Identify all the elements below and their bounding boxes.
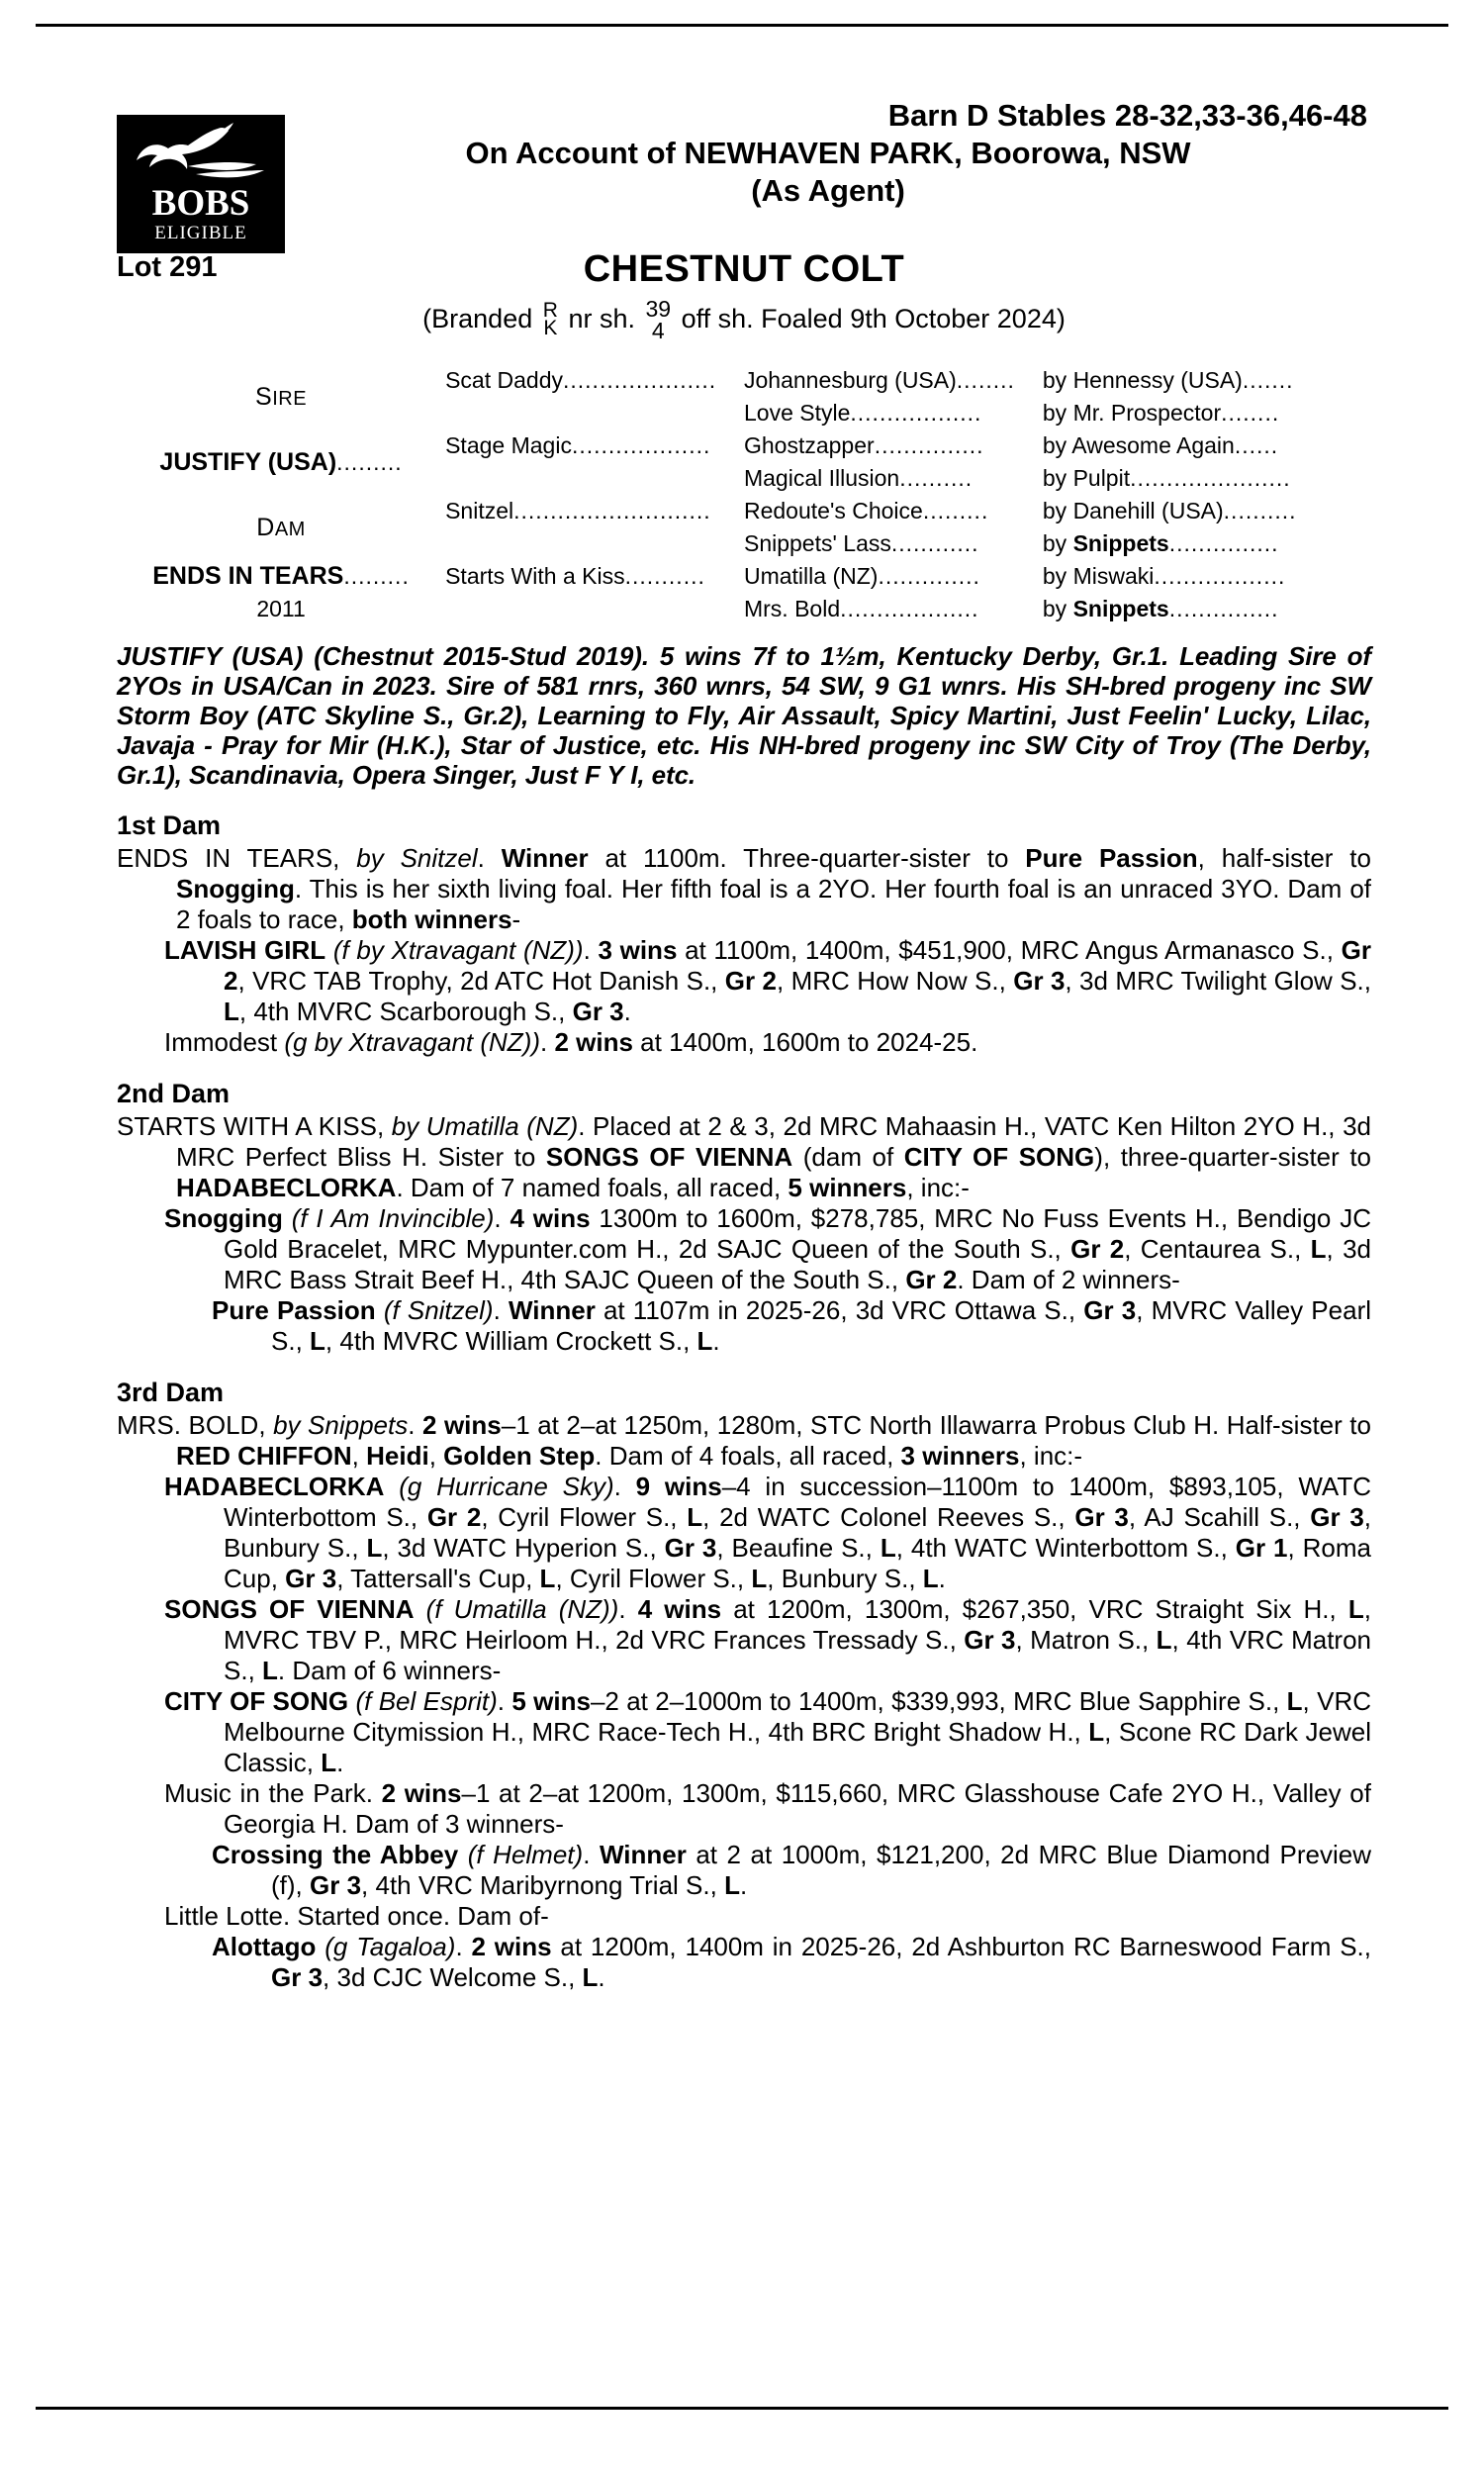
pedigree-gp3 <box>445 495 744 527</box>
page-content <box>117 97 1371 1993</box>
first-dam-heading: 1st Dam <box>117 810 222 840</box>
pedigree-table <box>117 364 1371 625</box>
pedigree-row <box>117 429 1371 462</box>
pedigree-gp1b <box>445 397 744 429</box>
brand-mark-number <box>645 298 671 341</box>
barn-stables-line: Barn D Stables 28-32,33-36,46-48 <box>887 98 1367 133</box>
as-agent-line: (As Agent) <box>751 173 905 208</box>
ggp1-dots: ........ <box>956 367 1015 393</box>
pedigree-row <box>117 593 1371 625</box>
ggp5-dots: ......... <box>922 498 989 523</box>
brand-numerator: 39 <box>645 296 672 322</box>
page-title: CHESTNUT COLT <box>583 248 905 290</box>
ggp5-name: Redoute's Choice <box>743 498 923 523</box>
pedigree-row <box>117 364 1371 397</box>
ggp7-dots: .............. <box>878 563 980 589</box>
header-text-block <box>285 97 1371 210</box>
ggp4-dots: .......... <box>899 465 974 491</box>
pedigree-gp2 <box>445 429 744 462</box>
by4-prefix: by <box>1042 465 1073 491</box>
gp2-dots: ................... <box>571 432 711 458</box>
pedigree-gp2b <box>445 462 744 495</box>
dam-year-cell <box>117 593 445 625</box>
pedigree-entry: HADABECLORKA (g Hurricane Sky). 9 wins–4 in succession–1100m to 1400m, $893,105, WATC Winterbottom S., Gr 2, Cyril Flower S., L, 2d WATC Colonel Reeves S., Gr 3, AJ Scahill S., Gr 3, Bunbury S., L, 3d WATC Hyperion S., Gr 3, Beaufine S., L, 4th WATC Winterbottom S., Gr 1, Roma Cup, Gr 3, Tattersall's Cup, L, Cyril Flower S., L, Bunbury S., L. <box>164 1472 1372 1593</box>
pedigree-gp3b <box>445 527 744 560</box>
brand-rk-numerator: R <box>542 299 558 322</box>
ggp2-name: Love Style <box>743 400 851 426</box>
by5-dots: .......... <box>1223 498 1297 523</box>
sire-name: JUSTIFY (USA) <box>159 447 337 476</box>
by2-dots: ........ <box>1221 400 1280 426</box>
dam-name: ENDS IN TEARS <box>152 562 344 590</box>
pedigree-entry: Snogging (f I Am Invincible). 4 wins 1300m to 1600m, $278,785, MRC No Fuss Events H., Bendigo JC Gold Bracelet, MRC Mypunter.com H., 2d SAJC Queen of the South S., Gr 2, Centaurea S., L, 3d MRC Bass Strait Beef H., 4th SAJC Queen of the South S., Gr 2. Dam of 2 winners- <box>164 1203 1371 1294</box>
bobs-brand-text: BOBS <box>151 183 250 224</box>
pedigree-by4 <box>1043 462 1371 495</box>
by1-dots: ....... <box>1242 367 1294 393</box>
pedigree-by2 <box>1043 397 1371 429</box>
ggp8-dots: ................... <box>840 596 979 621</box>
ggp8-name: Mrs. Bold <box>743 596 841 621</box>
sire-label: SIRE <box>255 382 308 411</box>
ggp2-dots: .................. <box>850 400 982 426</box>
third-dam-main: MRS. BOLD, by Snippets. 2 wins–1 at 2–at 1250m, 1280m, STC North Illawarra Probus Club H. Half-sister to RED CHIFFON, Heidi, Golden Step. Dam of 4 foals, all raced, 3 winners, inc:- <box>117 1410 1371 1471</box>
first-dam-entries <box>117 935 1371 1058</box>
brand-rk-denominator: K <box>543 317 558 339</box>
on-account-of-line: On Account of NEWHAVEN PARK, Boorowa, NSW <box>465 136 1191 170</box>
sire-dots: ......... <box>336 448 403 475</box>
by6-dots: ............... <box>1168 530 1279 556</box>
pedigree-by5 <box>1043 495 1371 527</box>
ggp7-name: Umatilla (NZ) <box>743 563 879 589</box>
third-dam-entries <box>117 1472 1371 1993</box>
by8-dots: ............... <box>1168 596 1279 621</box>
branded-mid: nr sh. <box>568 304 635 334</box>
pedigree-ggp2 <box>744 397 1043 429</box>
gp2-name: Stage Magic <box>445 432 572 458</box>
ggp3-dots: ............... <box>874 432 984 458</box>
first-dam-main: ENDS IN TEARS, by Snitzel. Winner at 1100m. Three-quarter-sister to Pure Passion, half-sister to Snogging. This is her sixth living foal. Her fifth foal is a 2YO. Her fourth foal is an unraced 3YO. Dam of 2 foals to race, both winners- <box>117 843 1371 934</box>
by8-name: Snippets <box>1072 596 1169 621</box>
gp1-dots: ..................... <box>563 367 717 393</box>
by1-prefix: by <box>1042 367 1073 393</box>
dam-label: DAM <box>256 513 306 541</box>
gp4-name: Starts With a Kiss <box>445 563 625 589</box>
pedigree-by3 <box>1043 429 1371 462</box>
pedigree-entry: Alottago (g Tagaloa). 2 wins at 1200m, 1400m in 2025-26, 2d Ashburton RC Barneswood Farm S., Gr 3, 3d CJC Welcome S., L. <box>212 1932 1371 1992</box>
gp3-dots: ........................... <box>513 498 711 523</box>
pedigree-ggp4 <box>744 462 1043 495</box>
by3-name: Awesome Again <box>1071 432 1235 458</box>
sire-summary-paragraph: JUSTIFY (USA) (Chestnut 2015-Stud 2019). 5 wins 7f to 1½m, Kentucky Derby, Gr.1. Leading Sire of 2YOs in USA/Can in 2023. Sire of 581 rnrs, 360 wnrs, 54 SW, 9 G1 wnrs. His SH-bred progeny inc SW Storm Boy (ATC Skyline S., Gr.2), Learning to Fly, Air Assault, Spicy Martini, Just Feelin' Lucky, Lilac, Javaja - Pray for Mir (H.K.), Star of Justice, etc. His NH-bred progeny inc SW City of Troy (The Derby, Gr.1), Scandinavia, Opera Singer, Just F Y I, etc. <box>117 641 1371 790</box>
brand-mark-rk <box>542 299 558 339</box>
pedigree-by1 <box>1043 364 1371 397</box>
pedigree-ggp3 <box>744 429 1043 462</box>
pedigree-gp4b <box>445 593 744 625</box>
by6-name: Snippets <box>1072 530 1169 556</box>
pedigree-entry: Immodest (g by Xtravagant (NZ)). 2 wins at 1400m, 1600m to 2024-25. <box>164 1027 978 1057</box>
lot-number: Lot 291 <box>117 251 218 283</box>
sire-name-cell <box>117 429 445 495</box>
dam-year: 2011 <box>256 596 306 621</box>
by2-prefix: by <box>1042 400 1073 426</box>
pedigree-ggp6 <box>744 527 1043 560</box>
sire-cell <box>117 364 445 429</box>
pedigree-ggp5 <box>744 495 1043 527</box>
branded-prefix: (Branded <box>422 304 533 334</box>
bobs-horse-icon <box>127 123 275 184</box>
dam-name-cell <box>117 560 445 593</box>
by4-name: Pulpit <box>1072 465 1131 491</box>
top-rule <box>36 24 1448 27</box>
pedigree-entry: Pure Passion (f Snitzel). Winner at 1107m in 2025-26, 3d VRC Ottawa S., Gr 3, MVRC Valley Pearl S., L, 4th MVRC William Crockett S., L. <box>212 1295 1371 1356</box>
by7-name: Miswaki <box>1072 563 1155 589</box>
pedigree-by6 <box>1043 527 1371 560</box>
ggp4-name: Magical Illusion <box>743 465 900 491</box>
by7-prefix: by <box>1042 563 1073 589</box>
gp3-name: Snitzel <box>445 498 514 523</box>
pedigree-entry: CITY OF SONG (f Bel Esprit). 5 wins–2 at 2–1000m to 1400m, $339,993, MRC Blue Sapphire S., L, VRC Melbourne Citymission H., MRC Race-Tech H., 4th BRC Bright Shadow H., L, Scone RC Dark Jewel Classic, L. <box>164 1686 1371 1777</box>
second-dam-heading: 2nd Dam <box>117 1079 231 1108</box>
brand-denominator: 4 <box>651 318 665 343</box>
bobs-eligible-logo <box>117 115 285 253</box>
second-dam-entries <box>117 1203 1371 1357</box>
pedigree-ggp8 <box>744 593 1043 625</box>
gp4-dots: ........... <box>624 563 705 589</box>
branded-suffix: off sh. Foaled 9th October 2024) <box>681 304 1066 334</box>
by5-prefix: by <box>1042 498 1073 523</box>
pedigree-entry: SONGS OF VIENNA (f Umatilla (NZ)). 4 wins at 1200m, 1300m, $267,350, VRC Straight Six H., L, MVRC TBV P., MRC Heirloom H., 2d VRC Frances Tressady S., Gr 3, Matron S., L, 4th VRC Matron S., L. Dam of 6 winners- <box>164 1594 1372 1685</box>
by8-prefix: by <box>1042 596 1073 621</box>
pedigree-entry: Music in the Park. 2 wins–1 at 2–at 1200m, 1300m, $115,660, MRC Glasshouse Cafe 2YO H., Valley of Georgia H. Dam of 3 winners- <box>164 1778 1371 1839</box>
branded-line <box>117 296 1371 343</box>
by7-dots: .................. <box>1154 563 1286 589</box>
pedigree-gp1 <box>445 364 744 397</box>
ggp3-name: Ghostzapper <box>743 432 875 458</box>
pedigree-entry: Little Lotte. Started once. Dam of- <box>164 1901 549 1931</box>
bobs-eligible-text: ELIGIBLE <box>154 223 247 243</box>
gp1-name: Scat Daddy <box>445 367 563 393</box>
pedigree-gp4 <box>445 560 744 593</box>
by4-dots: ...................... <box>1130 465 1291 491</box>
pedigree-entry: Crossing the Abbey (f Helmet). Winner at 2 at 1000m, $121,200, 2d MRC Blue Diamond Preview (f), Gr 3, 4th VRC Maribyrnong Trial S., L. <box>212 1840 1371 1900</box>
third-dam-heading: 3rd Dam <box>117 1378 225 1407</box>
by1-name: Hennessy (USA) <box>1072 367 1243 393</box>
dam-dots: ......... <box>343 563 410 589</box>
by6-prefix: by <box>1042 530 1073 556</box>
pedigree-by7 <box>1043 560 1371 593</box>
by3-dots: ...... <box>1234 432 1279 458</box>
ggp1-name: Johannesburg (USA) <box>743 367 957 393</box>
ggp6-dots: ............ <box>890 530 979 556</box>
page-header <box>117 97 1371 245</box>
ggp6-name: Snippets' Lass <box>743 530 891 556</box>
pedigree-row <box>117 495 1371 527</box>
pedigree-ggp1 <box>744 364 1043 397</box>
pedigree-by8 <box>1043 593 1371 625</box>
second-dam-main: STARTS WITH A KISS, by Umatilla (NZ). Placed at 2 & 3, 2d MRC Mahaasin H., VATC Ken Hilton 2YO H., 3d MRC Perfect Bliss H. Sister to SONGS OF VIENNA (dam of CITY OF SONG), three-quarter-sister to HADABECLORKA. Dam of 7 named foals, all raced, 5 winners, inc:- <box>117 1111 1372 1202</box>
by5-name: Danehill (USA) <box>1072 498 1224 523</box>
pedigree-entry: LAVISH GIRL (f by Xtravagant (NZ)). 3 wins at 1100m, 1400m, $451,900, MRC Angus Armanasco S., Gr 2, VRC TAB Trophy, 2d ATC Hot Danish S., Gr 2, MRC How Now S., Gr 3, 3d MRC Twilight Glow S., L, 4th MVRC Scarborough S., Gr 3. <box>164 935 1371 1026</box>
lot-title-row <box>117 247 1371 293</box>
pedigree-row <box>117 560 1371 593</box>
bottom-rule <box>36 2407 1448 2410</box>
pedigree-ggp7 <box>744 560 1043 593</box>
dam-cell <box>117 495 445 560</box>
by3-prefix: by <box>1042 432 1072 458</box>
by2-name: Mr. Prospector <box>1072 400 1222 426</box>
